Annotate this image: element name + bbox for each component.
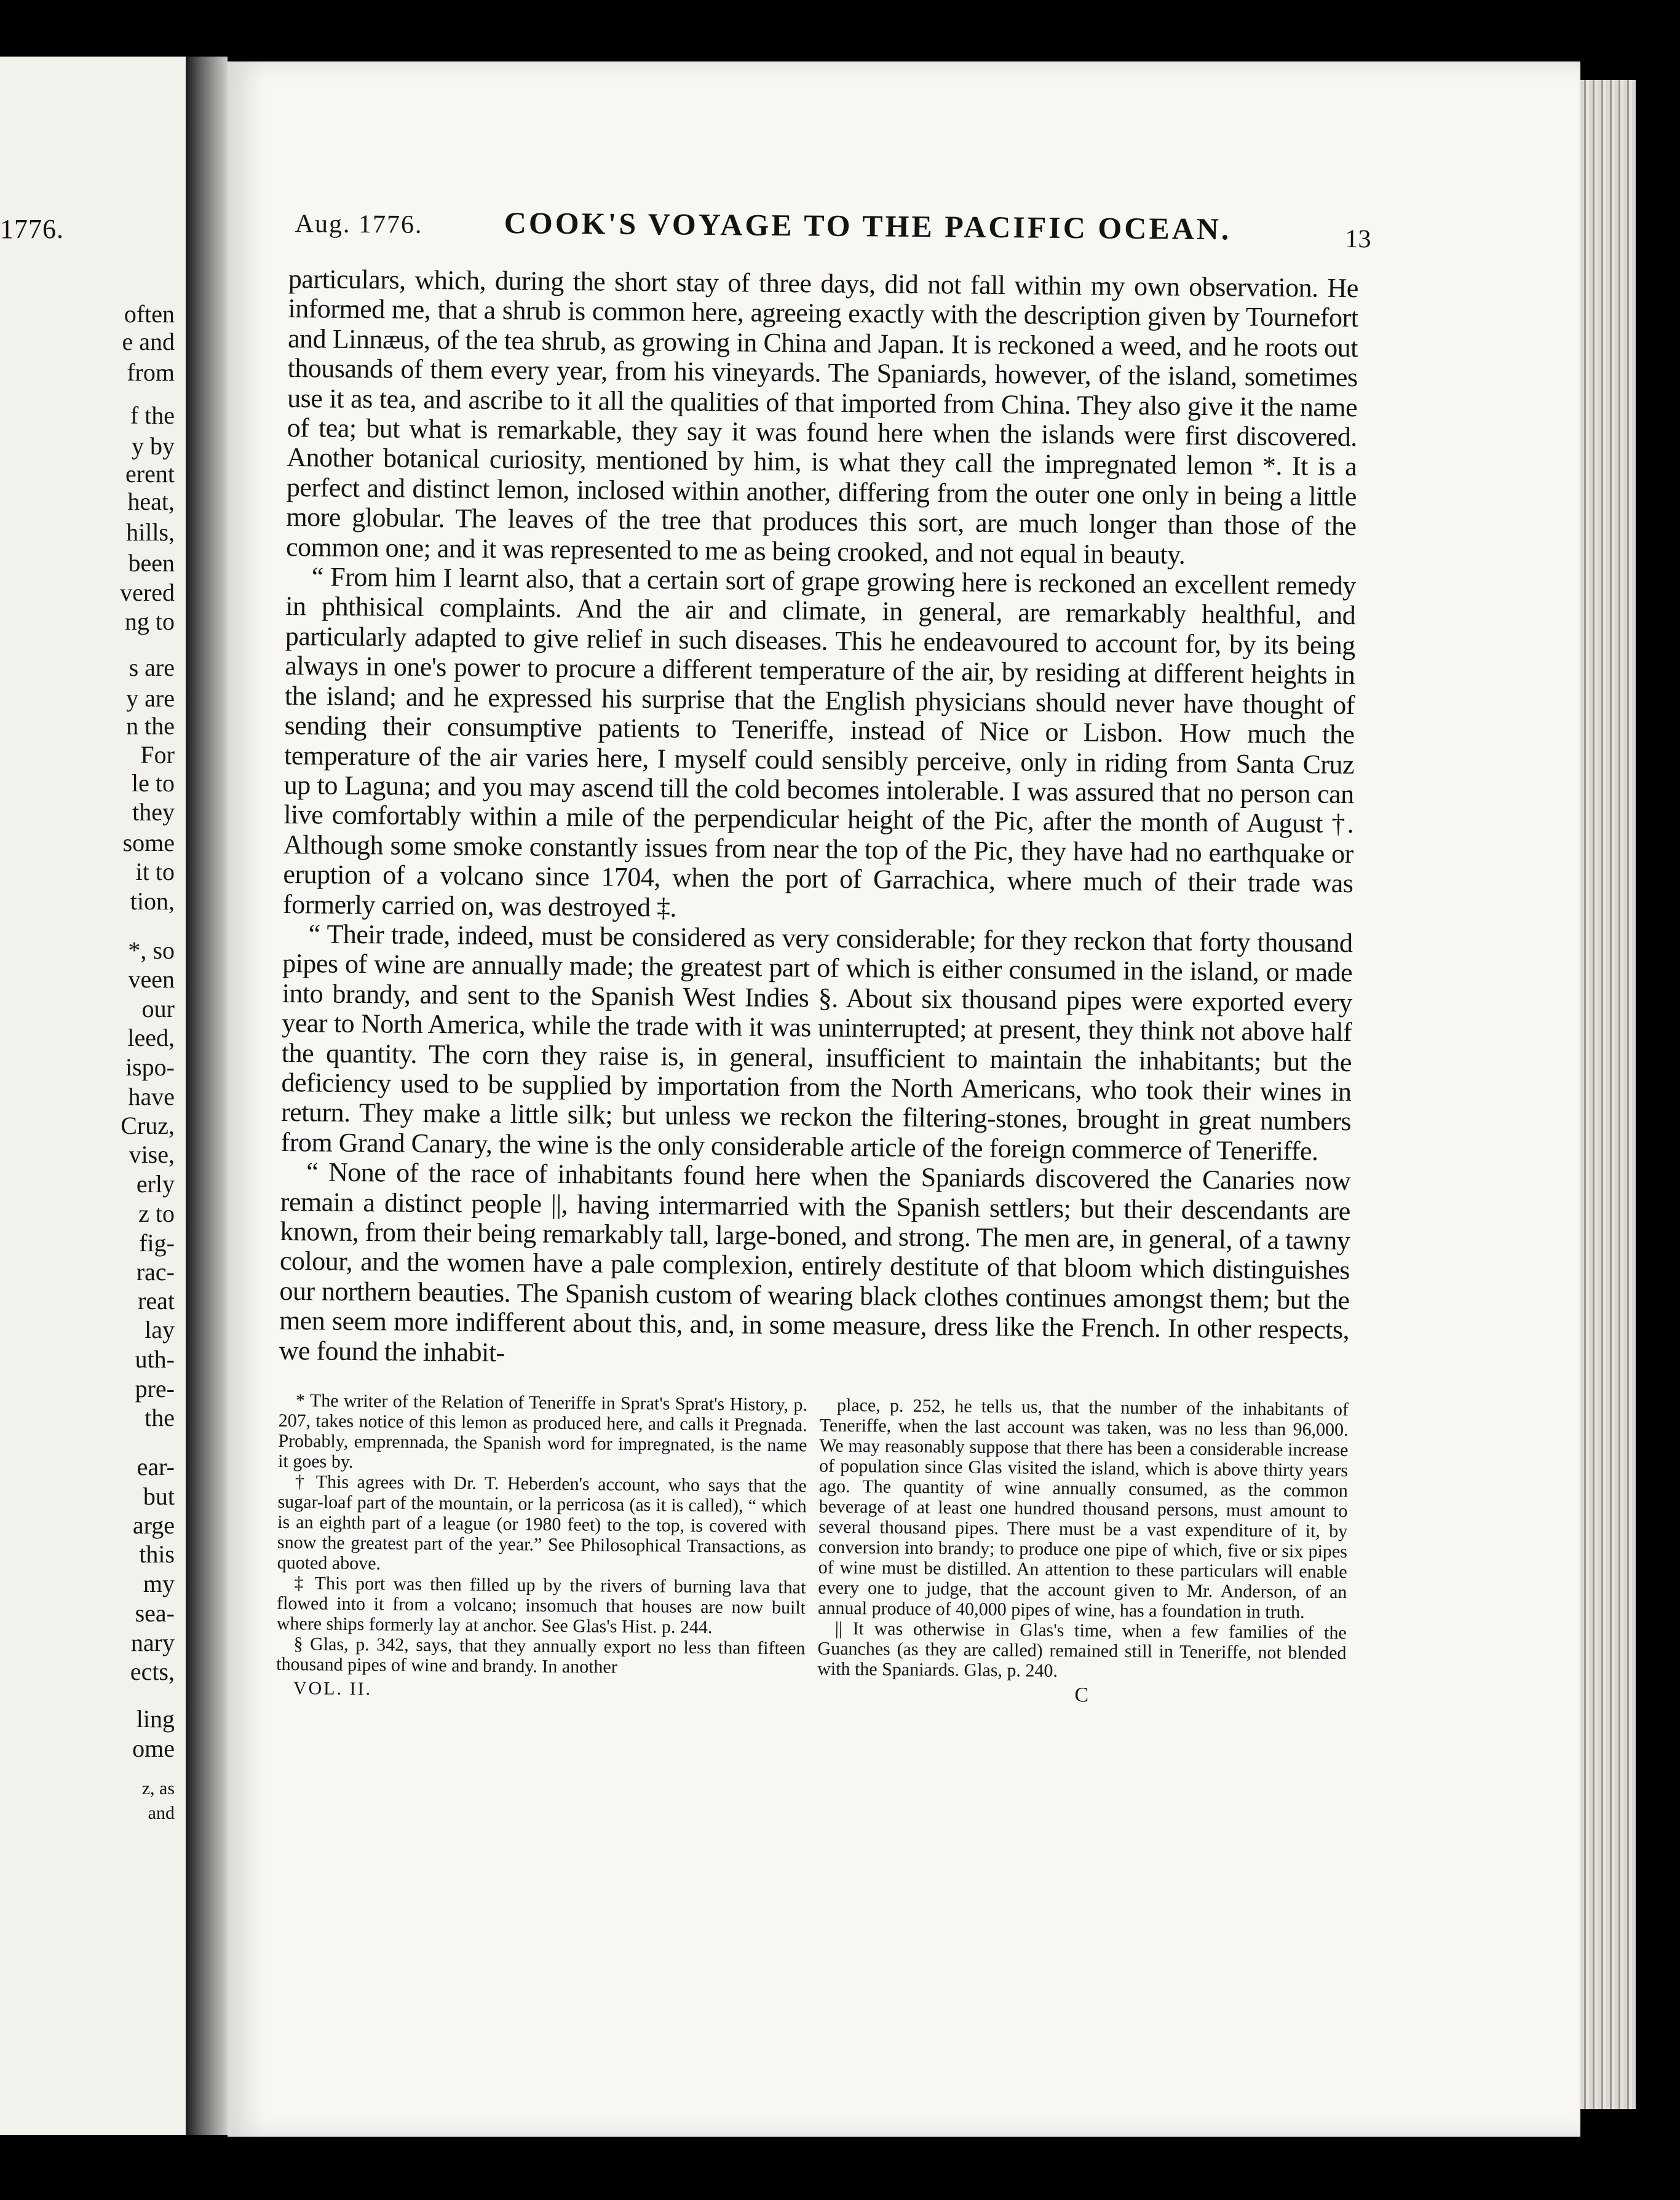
- left-page-line: my: [143, 1570, 175, 1597]
- left-page-line: vise,: [129, 1141, 175, 1168]
- left-page-line: ispo-: [125, 1053, 175, 1081]
- left-page-line: e and: [122, 328, 175, 355]
- left-running-head: 1776.: [0, 214, 64, 244]
- page-edge-stack: [1580, 80, 1636, 2109]
- left-page-line: ear-: [137, 1453, 175, 1481]
- footnote-column-left: [276, 1390, 807, 1703]
- left-page-line: fig-: [139, 1229, 175, 1257]
- left-page-line: f the: [130, 402, 175, 429]
- left-page-line: erly: [136, 1170, 175, 1198]
- left-page-line: ng to: [124, 607, 175, 635]
- left-page-line: from: [127, 358, 175, 386]
- left-page-line: z to: [138, 1200, 175, 1227]
- left-page-line: y are: [126, 684, 175, 712]
- footnote: place, p. 252, he tells us, that the number of the inhabitants of Teneriffe, when the last account was taken, was no less than 96,000. We may reasonably suppose that there has been a considerable increase of population since Glas visited the island, which is above thirty years ago. The quantity of wine annually consumed, as the common beverage of at least one hundred thousand persons, must amount to several thousand pipes. There must be a vast expenditure of it, by conversion into brandy; to produce one pipe of which, five or six pipes of wine must be distilled. An attention to these particulars will enable every one to judge, that the account given to Mr. Anderson, of an annual produce of 40,000 pipes of wine, has a foundation in truth.: [817, 1395, 1349, 1623]
- left-page-line: they: [132, 798, 175, 826]
- paragraph: particulars, which, during the short stay of three days, did not fall within my own observation. He informed me, that a shrub is common here, agreeing exactly with the description given by Tournefort and Linnæus, of the tea shrub, as growing in China and Japan. It is reckoned a weed, and he roots out thousands of them every year, from his vineyards. The Spaniards, however, of the island, sometimes use it as tea, and ascribe to it all the qualities of that imported from China. They also give it the name of tea; but what is remarkable, they say it was found here when the islands were first discovered. Another botanical curiosity, mentioned by him, is what they call the impregnated lemon *. It is a perfect and distinct lemon, inclosed within another, differing from the outer one only in being a little more globular. The leaves of the tree that produces this sort, are much longer than those of the common one; and it was represented to me as being crooked, and not equal in beauty.: [285, 263, 1359, 570]
- left-page-line: For: [140, 741, 175, 769]
- footnote: * The writer of the Relation of Teneriffe in Sprat's Sprat's History, p. 207, takes notice of this lemon as produced here, and calls it Pregnada. Probably, emprennada, the Spanish word for impregnated, is the name it goes by.: [277, 1390, 808, 1473]
- footnote-column-right: [817, 1395, 1349, 1707]
- body-text: [279, 264, 1358, 1375]
- left-page-line: tion,: [130, 887, 175, 915]
- left-page-line: some: [122, 829, 175, 857]
- left-page-line: uth-: [135, 1345, 175, 1373]
- left-page-line: le to: [132, 769, 175, 797]
- left-page-line: our: [141, 995, 175, 1023]
- paragraph: “ From him I learnt also, that a certain sort of grape growing here is reckoned an excellent remedy in phthisical complaints. And the air and climate, in general, are remarkably healthful, and particularly adapted to give relief in such diseases. This he endeavoured to account for, by its being always in one's power to procure a different temperature of the air, by residing at different heights in the island; and he expressed his surprise that the English physicians should never have thought of sending their consumptive patients to Teneriffe, instead of Nice or Lisbon. How much the temperature of the air varies here, I myself could sensibly perceive, only in riding from Santa Cruz up to Laguna; and you may ascend till the cold becomes intolerable. I was assured that no person can live comfortably within a mile of the perpendicular height of the Pic, after the month of August †. Although some smoke constantly issues from near the top of the Pic, they have had no earthquake or eruption of a volcano since 1704, when the port of Garrachica, where much of their trade was formerly carried on, was destroyed ‡.: [282, 561, 1356, 923]
- left-page-line: erent: [125, 460, 175, 488]
- left-page-line: s are: [129, 654, 175, 681]
- left-page-line: sea-: [135, 1599, 175, 1627]
- header-date: Aug. 1776.: [295, 210, 423, 239]
- footnote: || It was otherwise in Glas's time, when a few families of the Guanches (as they are called) remained still in Teneriffe, not blended with the Spaniards. Glas, p. 240.: [817, 1618, 1347, 1682]
- left-page-line: it to: [135, 858, 175, 885]
- paragraph: “ None of the race of inhabitants found here when the Spaniards discovered the Canaries now remain a distinct people ||, having intermarried with the Spanish settlers; but their descendants are known, from their being remarkably tall, large-boned, and strong. The men are, in general, of a tawny colour, and the women have a pale complexion, entirely destitute of that bloom which distinguishes our northern beauties. The Spanish custom of wearing black clothes continues amongst them; but the men seem more indifferent about this, and, in some measure, dress like the French. In other respects, we found the inhabit-: [279, 1157, 1351, 1367]
- footnote: ‡ This port was then filled up by the rivers of burning lava that flowed into it from a volcano; insomuch that houses are now built where ships formerly lay at anchor. See Glas's Hist. p. 244.: [276, 1573, 806, 1638]
- signature-mark: C: [1074, 1684, 1089, 1707]
- left-page-line: pre-: [135, 1375, 175, 1403]
- left-page-line: heat,: [127, 488, 175, 515]
- left-page-line: vered: [120, 579, 175, 606]
- left-page-line: y by: [132, 432, 175, 460]
- volume-mark: VOL. II.: [293, 1678, 373, 1699]
- left-page-line: n the: [126, 712, 175, 740]
- left-page-line: have: [128, 1083, 175, 1110]
- left-page-line: the: [145, 1404, 175, 1431]
- running-head: [288, 203, 1371, 261]
- left-page-line: reat: [138, 1287, 175, 1315]
- left-page-line: been: [128, 549, 175, 577]
- left-page-line: lay: [145, 1316, 175, 1343]
- paragraph: “ Their trade, indeed, must be considered as very considerable; for they reckon that forty thousand pipes of wine are annually made; the greatest part of which is either consumed in the island, or made into brandy, and sent to the Spanish West Indies §. About six thousand pipes were exported every year to North America, while the trade with it was uninterrupted; at present, they think not above half the quantity. The corn they raise is, in general, insufficient to maintain the inhabitants; but the deficiency used to be supplied by importation from the North Americans, who took their wines in return. They make a little silk; but unless we reckon the filtering-stones, brought in great numbers from Grand Canary, the wine is the only considerable article of the foreign commerce of Teneriffe.: [280, 919, 1353, 1166]
- left-page-line: hills,: [126, 518, 175, 546]
- footnotes: [276, 1390, 1349, 1707]
- left-page-line: and: [148, 1803, 175, 1823]
- left-page-line: nary: [130, 1629, 175, 1656]
- left-page-line: arge: [132, 1511, 175, 1539]
- page-content: [276, 203, 1371, 1707]
- footnote: † This agrees with Dr. T. Heberden's account, who says that the sugar-loaf part of the mountain, or la perricosa (as it is called), “ which is an eighth part of a league (or 1980 feet) to the top, is covered with snow the greatest part of the year.” See Philosophical Transactions, as quoted above.: [277, 1471, 807, 1574]
- left-page-line: z, as: [141, 1778, 175, 1798]
- page-number: 13: [1345, 224, 1371, 254]
- left-page-line: veen: [128, 965, 175, 993]
- left-page-line: leed,: [127, 1024, 175, 1051]
- left-page-line: *, so: [128, 936, 175, 964]
- book-gutter: [186, 57, 228, 2135]
- left-page-line: rac-: [136, 1258, 175, 1286]
- left-page-line: often: [124, 300, 175, 328]
- left-page-line: ects,: [130, 1658, 175, 1685]
- left-page-fragment: [0, 57, 186, 2135]
- left-page-line: but: [143, 1482, 175, 1510]
- left-page-line: ome: [132, 1735, 175, 1762]
- footnote: § Glas, p. 342, says, that they annually export no less than fifteen thousand pipes of wine and brandy. In another: [276, 1634, 806, 1677]
- left-page-line: this: [139, 1540, 175, 1568]
- left-page-line: Cruz,: [121, 1112, 175, 1139]
- left-page-line: ling: [136, 1705, 175, 1733]
- header-title: COOK'S VOYAGE TO THE PACIFIC OCEAN.: [504, 205, 1232, 247]
